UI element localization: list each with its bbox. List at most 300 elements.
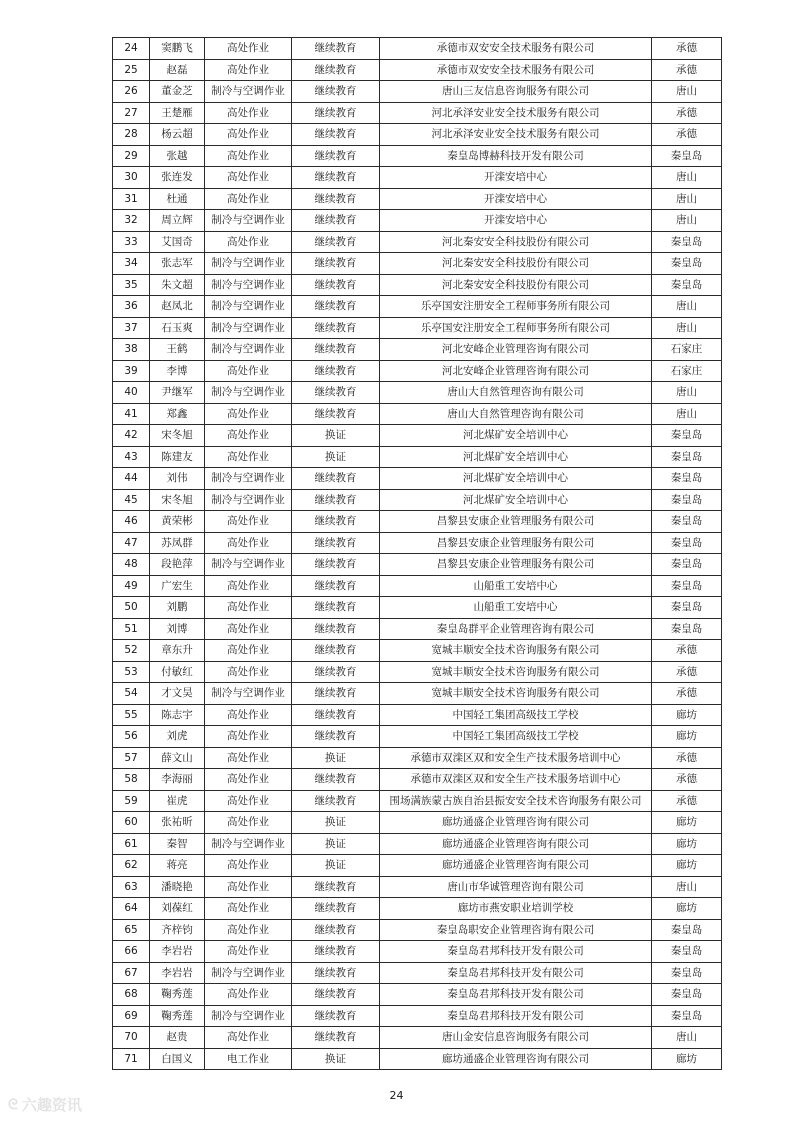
name-cell: 刘虎 [150,726,205,748]
work-type-cell: 制冷与空调作业 [205,274,292,296]
institution-cell: 宽城丰顺安全技术咨询服务有限公司 [380,640,652,662]
row-number-cell: 64 [113,898,150,920]
name-cell: 杨云超 [150,124,205,146]
institution-cell: 河北承泽安业安全技术服务有限公司 [380,102,652,124]
city-cell: 秦皇岛 [652,446,722,468]
training-type-cell: 继续教育 [292,941,380,963]
table-row [113,145,722,167]
row-number-cell: 57 [113,747,150,769]
work-type-cell: 高处作业 [205,790,292,812]
training-type-cell: 继续教育 [292,919,380,941]
training-type-cell: 继续教育 [292,640,380,662]
institution-cell: 唐山金安信息咨询服务有限公司 [380,1027,652,1049]
training-type-cell: 继续教育 [292,167,380,189]
training-type-cell: 继续教育 [292,296,380,318]
work-type-cell: 制冷与空调作业 [205,489,292,511]
city-cell: 秦皇岛 [652,919,722,941]
table-row [113,511,722,533]
city-cell: 承德 [652,38,722,60]
table-row [113,317,722,339]
row-number-cell: 40 [113,382,150,404]
name-cell: 杜通 [150,188,205,210]
city-cell: 廊坊 [652,1048,722,1070]
training-type-cell: 继续教育 [292,1027,380,1049]
work-type-cell: 制冷与空调作业 [205,554,292,576]
work-type-cell: 制冷与空调作业 [205,962,292,984]
institution-cell: 秦皇岛职安企业管理咨询有限公司 [380,919,652,941]
training-type-cell: 继续教育 [292,59,380,81]
institution-cell: 昌黎县安康企业管理服务有限公司 [380,532,652,554]
training-type-cell: 继续教育 [292,382,380,404]
institution-cell: 乐亭国安注册安全工程师事务所有限公司 [380,317,652,339]
work-type-cell: 高处作业 [205,618,292,640]
institution-cell: 河北安峰企业管理咨询有限公司 [380,339,652,361]
work-type-cell: 高处作业 [205,984,292,1006]
institution-cell: 唐山三友信息咨询服务有限公司 [380,81,652,103]
institution-cell: 唐山大自然管理咨询有限公司 [380,382,652,404]
city-cell: 秦皇岛 [652,274,722,296]
swirl-logo-icon: ᘓ [8,1096,18,1113]
institution-cell: 围场满族蒙古族自治县振安安全技术咨询服务有限公司 [380,790,652,812]
work-type-cell: 制冷与空调作业 [205,210,292,232]
name-cell: 李海丽 [150,769,205,791]
table-row [113,210,722,232]
table-row [113,81,722,103]
training-type-cell: 继续教育 [292,962,380,984]
table-row [113,726,722,748]
watermark [8,1094,82,1115]
institution-cell: 开滦安培中心 [380,210,652,232]
work-type-cell: 高处作业 [205,360,292,382]
institution-cell: 山船重工安培中心 [380,575,652,597]
city-cell: 石家庄 [652,360,722,382]
work-type-cell: 高处作业 [205,704,292,726]
name-cell: 周立辉 [150,210,205,232]
institution-cell: 河北安峰企业管理咨询有限公司 [380,360,652,382]
row-number-cell: 52 [113,640,150,662]
name-cell: 李岩岩 [150,941,205,963]
row-number-cell: 39 [113,360,150,382]
row-number-cell: 29 [113,145,150,167]
row-number-cell: 44 [113,468,150,490]
table-row [113,855,722,877]
table-row [113,403,722,425]
table-row [113,898,722,920]
table-row [113,382,722,404]
institution-cell: 唐山大自然管理咨询有限公司 [380,403,652,425]
work-type-cell: 高处作业 [205,167,292,189]
row-number-cell: 32 [113,210,150,232]
row-number-cell: 55 [113,704,150,726]
name-cell: 董金芝 [150,81,205,103]
row-number-cell: 67 [113,962,150,984]
institution-cell: 河北承泽安业安全技术服务有限公司 [380,124,652,146]
table-row [113,984,722,1006]
row-number-cell: 66 [113,941,150,963]
name-cell: 王楚雁 [150,102,205,124]
training-type-cell: 继续教育 [292,661,380,683]
row-number-cell: 56 [113,726,150,748]
name-cell: 才文昊 [150,683,205,705]
table-row [113,360,722,382]
table-row [113,747,722,769]
row-number-cell: 58 [113,769,150,791]
work-type-cell: 高处作业 [205,511,292,533]
row-number-cell: 50 [113,597,150,619]
city-cell: 秦皇岛 [652,1005,722,1027]
roster-table-body [113,38,722,1070]
city-cell: 秦皇岛 [652,941,722,963]
work-type-cell: 电工作业 [205,1048,292,1070]
city-cell: 承德 [652,59,722,81]
name-cell: 赵磊 [150,59,205,81]
row-number-cell: 59 [113,790,150,812]
work-type-cell: 高处作业 [205,231,292,253]
row-number-cell: 35 [113,274,150,296]
work-type-cell: 高处作业 [205,898,292,920]
institution-cell: 唐山市华诚管理咨询有限公司 [380,876,652,898]
name-cell: 郑鑫 [150,403,205,425]
name-cell: 潘晓艳 [150,876,205,898]
watermark-text: 六趣资讯 [21,1096,82,1114]
table-row [113,1048,722,1070]
city-cell: 秦皇岛 [652,962,722,984]
table-row [113,833,722,855]
table-row [113,661,722,683]
row-number-cell: 48 [113,554,150,576]
name-cell: 刘鹏 [150,597,205,619]
table-row [113,554,722,576]
row-number-cell: 41 [113,403,150,425]
name-cell: 张连发 [150,167,205,189]
work-type-cell: 高处作业 [205,38,292,60]
name-cell: 张志军 [150,253,205,275]
city-cell: 秦皇岛 [652,253,722,275]
table-row [113,683,722,705]
training-type-cell: 继续教育 [292,81,380,103]
training-type-cell: 继续教育 [292,532,380,554]
table-row [113,339,722,361]
work-type-cell: 高处作业 [205,425,292,447]
row-number-cell: 27 [113,102,150,124]
table-row [113,640,722,662]
name-cell: 赵贵 [150,1027,205,1049]
work-type-cell: 高处作业 [205,532,292,554]
city-cell: 唐山 [652,876,722,898]
training-type-cell: 继续教育 [292,898,380,920]
training-type-cell: 换证 [292,1048,380,1070]
city-cell: 廊坊 [652,812,722,834]
work-type-cell: 高处作业 [205,747,292,769]
institution-cell: 承德市双安安全技术服务有限公司 [380,59,652,81]
city-cell: 秦皇岛 [652,618,722,640]
city-cell: 秦皇岛 [652,468,722,490]
row-number-cell: 63 [113,876,150,898]
row-number-cell: 53 [113,661,150,683]
institution-cell: 承德市双滦区双和安全生产技术服务培训中心 [380,769,652,791]
training-type-cell: 继续教育 [292,554,380,576]
work-type-cell: 高处作业 [205,59,292,81]
work-type-cell: 高处作业 [205,145,292,167]
name-cell: 陈建友 [150,446,205,468]
name-cell: 薛文山 [150,747,205,769]
row-number-cell: 65 [113,919,150,941]
city-cell: 承德 [652,102,722,124]
institution-cell: 河北煤矿安全培训中心 [380,489,652,511]
name-cell: 窦鹏飞 [150,38,205,60]
table-row [113,231,722,253]
row-number-cell: 26 [113,81,150,103]
institution-cell: 廊坊市燕安职业培训学校 [380,898,652,920]
institution-cell: 廊坊通盛企业管理咨询有限公司 [380,1048,652,1070]
institution-cell: 开滦安培中心 [380,167,652,189]
table-row [113,274,722,296]
name-cell: 张祐昕 [150,812,205,834]
work-type-cell: 制冷与空调作业 [205,253,292,275]
city-cell: 廊坊 [652,833,722,855]
work-type-cell: 制冷与空调作业 [205,683,292,705]
row-number-cell: 62 [113,855,150,877]
table-row [113,489,722,511]
row-number-cell: 25 [113,59,150,81]
city-cell: 秦皇岛 [652,489,722,511]
city-cell: 秦皇岛 [652,984,722,1006]
work-type-cell: 高处作业 [205,446,292,468]
training-type-cell: 继续教育 [292,790,380,812]
table-row [113,575,722,597]
table-row [113,188,722,210]
table-row [113,769,722,791]
institution-cell: 山船重工安培中心 [380,597,652,619]
work-type-cell: 高处作业 [205,876,292,898]
table-row [113,876,722,898]
work-type-cell: 高处作业 [205,102,292,124]
row-number-cell: 43 [113,446,150,468]
row-number-cell: 34 [113,253,150,275]
work-type-cell: 高处作业 [205,403,292,425]
name-cell: 秦智 [150,833,205,855]
row-number-cell: 46 [113,511,150,533]
name-cell: 广宏生 [150,575,205,597]
training-type-cell: 换证 [292,446,380,468]
table-row [113,446,722,468]
row-number-cell: 33 [113,231,150,253]
table-row [113,167,722,189]
row-number-cell: 70 [113,1027,150,1049]
row-number-cell: 31 [113,188,150,210]
work-type-cell: 高处作业 [205,661,292,683]
name-cell: 黄荣彬 [150,511,205,533]
training-type-cell: 继续教育 [292,339,380,361]
training-type-cell: 继续教育 [292,683,380,705]
work-type-cell: 高处作业 [205,640,292,662]
work-type-cell: 高处作业 [205,124,292,146]
city-cell: 唐山 [652,81,722,103]
work-type-cell: 高处作业 [205,575,292,597]
city-cell: 廊坊 [652,704,722,726]
institution-cell: 河北煤矿安全培训中心 [380,425,652,447]
training-type-cell: 继续教育 [292,317,380,339]
city-cell: 廊坊 [652,898,722,920]
name-cell: 朱文超 [150,274,205,296]
work-type-cell: 高处作业 [205,919,292,941]
city-cell: 秦皇岛 [652,554,722,576]
table-row [113,790,722,812]
table-row [113,618,722,640]
table-row [113,532,722,554]
institution-cell: 中国轻工集团高级技工学校 [380,704,652,726]
work-type-cell: 制冷与空调作业 [205,382,292,404]
training-type-cell: 继续教育 [292,704,380,726]
city-cell: 廊坊 [652,726,722,748]
city-cell: 石家庄 [652,339,722,361]
institution-cell: 承德市双安安全技术服务有限公司 [380,38,652,60]
row-number-cell: 45 [113,489,150,511]
training-type-cell: 继续教育 [292,253,380,275]
name-cell: 刘博 [150,618,205,640]
city-cell: 唐山 [652,210,722,232]
city-cell: 唐山 [652,188,722,210]
training-type-cell: 换证 [292,833,380,855]
work-type-cell: 高处作业 [205,726,292,748]
name-cell: 张越 [150,145,205,167]
institution-cell: 河北秦安安全科技股份有限公司 [380,274,652,296]
training-type-cell: 换证 [292,855,380,877]
city-cell: 承德 [652,661,722,683]
city-cell: 秦皇岛 [652,231,722,253]
institution-cell: 宽城丰顺安全技术咨询服务有限公司 [380,661,652,683]
city-cell: 唐山 [652,317,722,339]
table-row [113,1005,722,1027]
institution-cell: 秦皇岛君邦科技开发有限公司 [380,984,652,1006]
name-cell: 章东升 [150,640,205,662]
training-type-cell: 继续教育 [292,274,380,296]
institution-cell: 廊坊通盛企业管理咨询有限公司 [380,833,652,855]
institution-cell: 廊坊通盛企业管理咨询有限公司 [380,812,652,834]
training-type-cell: 继续教育 [292,468,380,490]
city-cell: 唐山 [652,296,722,318]
name-cell: 苏凤群 [150,532,205,554]
work-type-cell: 制冷与空调作业 [205,317,292,339]
work-type-cell: 高处作业 [205,188,292,210]
table-row [113,102,722,124]
name-cell: 付敏红 [150,661,205,683]
training-type-cell: 继续教育 [292,618,380,640]
table-row [113,253,722,275]
institution-cell: 乐亭国安注册安全工程师事务所有限公司 [380,296,652,318]
city-cell: 唐山 [652,382,722,404]
name-cell: 刘葆红 [150,898,205,920]
table-row [113,941,722,963]
name-cell: 宋冬旭 [150,425,205,447]
training-type-cell: 继续教育 [292,360,380,382]
training-type-cell: 继续教育 [292,575,380,597]
name-cell: 鞠秀莲 [150,1005,205,1027]
work-type-cell: 高处作业 [205,769,292,791]
institution-cell: 昌黎县安康企业管理服务有限公司 [380,511,652,533]
work-type-cell: 高处作业 [205,941,292,963]
name-cell: 刘伟 [150,468,205,490]
row-number-cell: 61 [113,833,150,855]
institution-cell: 承德市双滦区双和安全生产技术服务培训中心 [380,747,652,769]
city-cell: 秦皇岛 [652,575,722,597]
city-cell: 承德 [652,124,722,146]
city-cell: 承德 [652,790,722,812]
table-row [113,812,722,834]
table-row [113,38,722,60]
name-cell: 赵凤北 [150,296,205,318]
row-number-cell: 51 [113,618,150,640]
name-cell: 蒋亮 [150,855,205,877]
training-type-cell: 继续教育 [292,403,380,425]
institution-cell: 秦皇岛君邦科技开发有限公司 [380,941,652,963]
city-cell: 唐山 [652,1027,722,1049]
row-number-cell: 38 [113,339,150,361]
name-cell: 宋冬旭 [150,489,205,511]
table-row [113,124,722,146]
name-cell: 齐梓钧 [150,919,205,941]
name-cell: 鞠秀莲 [150,984,205,1006]
city-cell: 唐山 [652,403,722,425]
institution-cell: 秦皇岛君邦科技开发有限公司 [380,1005,652,1027]
page-number: 24 [389,1089,404,1102]
row-number-cell: 60 [113,812,150,834]
work-type-cell: 制冷与空调作业 [205,81,292,103]
city-cell: 秦皇岛 [652,597,722,619]
institution-cell: 廊坊通盛企业管理咨询有限公司 [380,855,652,877]
training-type-cell: 继续教育 [292,38,380,60]
training-type-cell: 继续教育 [292,511,380,533]
city-cell: 唐山 [652,167,722,189]
training-type-cell: 继续教育 [292,231,380,253]
row-number-cell: 36 [113,296,150,318]
name-cell: 白国义 [150,1048,205,1070]
institution-cell: 河北秦安安全科技股份有限公司 [380,231,652,253]
table-row [113,919,722,941]
work-type-cell: 制冷与空调作业 [205,339,292,361]
row-number-cell: 30 [113,167,150,189]
city-cell: 承德 [652,747,722,769]
name-cell: 段艳萍 [150,554,205,576]
city-cell: 秦皇岛 [652,145,722,167]
work-type-cell: 制冷与空调作业 [205,833,292,855]
name-cell: 李博 [150,360,205,382]
row-number-cell: 47 [113,532,150,554]
row-number-cell: 69 [113,1005,150,1027]
training-type-cell: 继续教育 [292,489,380,511]
city-cell: 廊坊 [652,855,722,877]
training-type-cell: 继续教育 [292,102,380,124]
institution-cell: 秦皇岛君邦科技开发有限公司 [380,962,652,984]
city-cell: 秦皇岛 [652,425,722,447]
name-cell: 李岩岩 [150,962,205,984]
row-number-cell: 54 [113,683,150,705]
institution-cell: 河北煤矿安全培训中心 [380,468,652,490]
training-type-cell: 换证 [292,425,380,447]
table-row [113,468,722,490]
training-type-cell: 换证 [292,812,380,834]
institution-cell: 河北秦安安全科技股份有限公司 [380,253,652,275]
training-type-cell: 继续教育 [292,597,380,619]
training-type-cell: 继续教育 [292,188,380,210]
work-type-cell: 制冷与空调作业 [205,468,292,490]
table-row [113,597,722,619]
institution-cell: 河北煤矿安全培训中心 [380,446,652,468]
training-type-cell: 继续教育 [292,210,380,232]
city-cell: 承德 [652,640,722,662]
name-cell: 陈志宇 [150,704,205,726]
table-row [113,296,722,318]
